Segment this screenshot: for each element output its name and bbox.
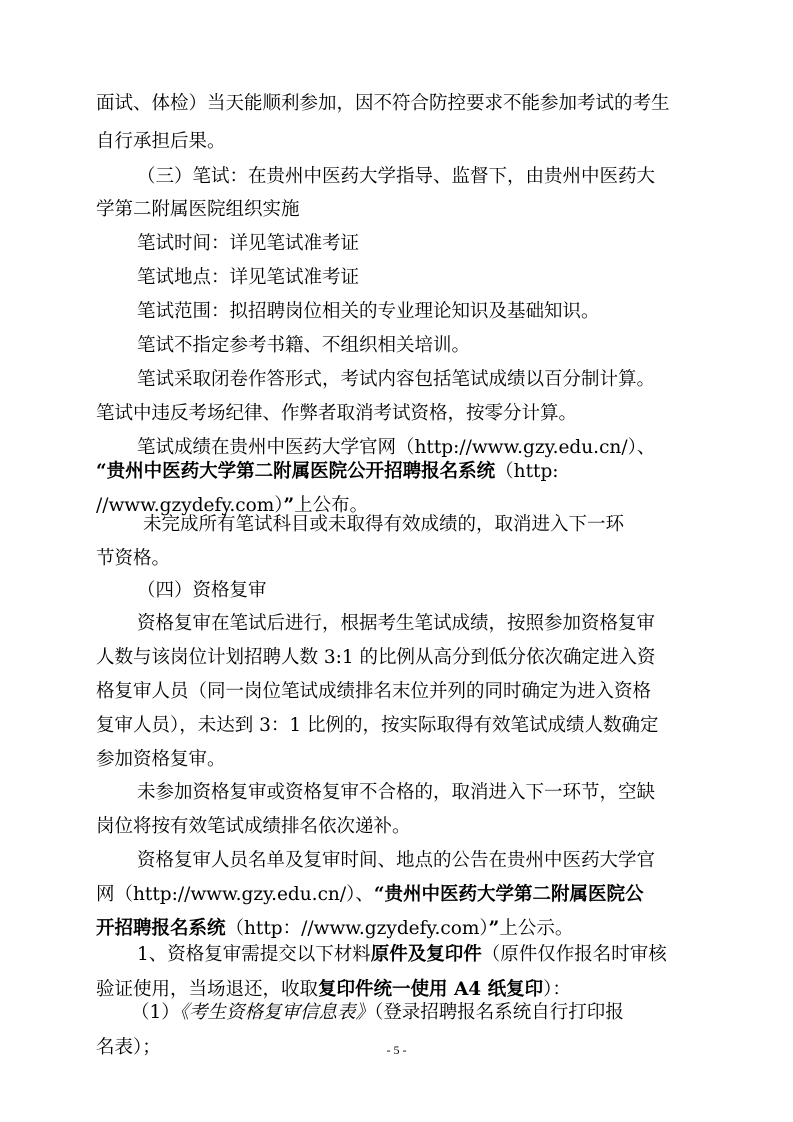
text-run: 上公布。: [294, 495, 369, 516]
text-line: [96, 917, 573, 941]
bold-text: “贵州中医药大学第二附属医院公开招聘报名系统: [96, 461, 496, 482]
text-line: 笔试地点：详见笔试准考证: [137, 267, 360, 288]
bold-text: 原件及复印件: [370, 944, 482, 965]
text-run: 1、资格复审需提交以下材料: [137, 944, 371, 965]
text-run: （1）: [131, 1002, 180, 1023]
text-line: 笔试时间：详见笔试准考证: [137, 233, 360, 254]
text-line: 资格复审在笔试后进行，根据考生笔试成绩，按照参加资格复审: [137, 613, 656, 634]
url-text: （http:: [495, 461, 559, 482]
text-line: [96, 883, 643, 907]
text-line: 学第二附属医院组织实施: [96, 199, 300, 220]
text-line: 参加资格复审。: [96, 749, 226, 770]
section-heading-qualification-review: （四）资格复审: [137, 580, 267, 601]
text-line: [137, 943, 667, 967]
bold-text: 开招聘报名系统: [96, 918, 226, 939]
text-line: 名表）；: [96, 1037, 161, 1058]
url-text: //www.gzydefy.com）: [96, 495, 284, 516]
text-run: 上公示。: [499, 918, 574, 939]
bold-text: “贵州中医药大学第二附属医院公: [373, 884, 644, 905]
bold-text: ”: [488, 918, 500, 939]
text-line: [131, 1001, 624, 1025]
text-line: [96, 460, 559, 484]
italic-text: 《考生资格复审信息表》: [179, 1002, 375, 1023]
bold-text: 复印件统一使用 A4 纸复印: [318, 979, 544, 1000]
text-run: （登录招聘报名系统自行打印报: [374, 1002, 624, 1023]
text-run: （原件仅作报名时审核: [481, 944, 667, 965]
url-text: （http：//www.gzydefy.com）: [225, 918, 489, 939]
text-line: 笔试不指定参考书籍、不组织相关培训。: [137, 335, 471, 356]
text-line: 未完成所有笔试科目或未取得有效成绩的，取消进入下一环: [143, 514, 625, 535]
text-line: 复审人员），未达到 3：1 比例的，按实际取得有效笔试成绩人数确定: [96, 715, 659, 736]
text-line: 岗位将按有效笔试成绩排名依次递补。: [96, 816, 411, 837]
section-heading-written-exam: （三）笔试：在贵州中医药大学指导、监督下，由贵州中医药大: [137, 166, 656, 187]
text-line: 格复审人员（同一岗位笔试成绩排名末位并列的同时确定为进入资格: [96, 681, 652, 702]
text-run: ）：: [543, 979, 571, 1000]
text-run: 网（http://www.gzy.edu.cn/）、: [96, 884, 374, 905]
text-line: 面试、体检）当天能顺利参加，因不符合防控要求不能参加考试的考生: [96, 93, 670, 114]
text-line: 资格复审人员名单及复审时间、地点的公告在贵州中医药大学官: [137, 850, 656, 871]
text-line: 笔试中违反考场纪律、作弊者取消考试资格，按零分计算。: [96, 403, 578, 424]
text-run: 验证使用，当场退还，收取: [96, 979, 319, 1000]
page-number: - 5 -: [386, 1043, 407, 1057]
text-line: 节资格。: [96, 548, 171, 569]
text-line: 笔试范围：拟招聘岗位相关的专业理论知识及基础知识。: [137, 301, 600, 322]
text-line: 笔试采取闭卷作答形式，考试内容包括笔试成绩以百分制计算。: [137, 369, 656, 390]
text-line: 自行承担后果。: [96, 131, 226, 152]
bold-text: ”: [283, 495, 295, 516]
text-line: 人数与该岗位计划招聘人数 3:1 的比例从高分到低分依次确定进入资: [96, 647, 656, 668]
text-line: 未参加资格复审或资格复审不合格的，取消进入下一环节，空缺: [137, 782, 656, 803]
text-line: [96, 978, 571, 1002]
text-line: 笔试成绩在贵州中医药大学官网（http://www.gzy.edu.cn/）、: [137, 437, 656, 458]
